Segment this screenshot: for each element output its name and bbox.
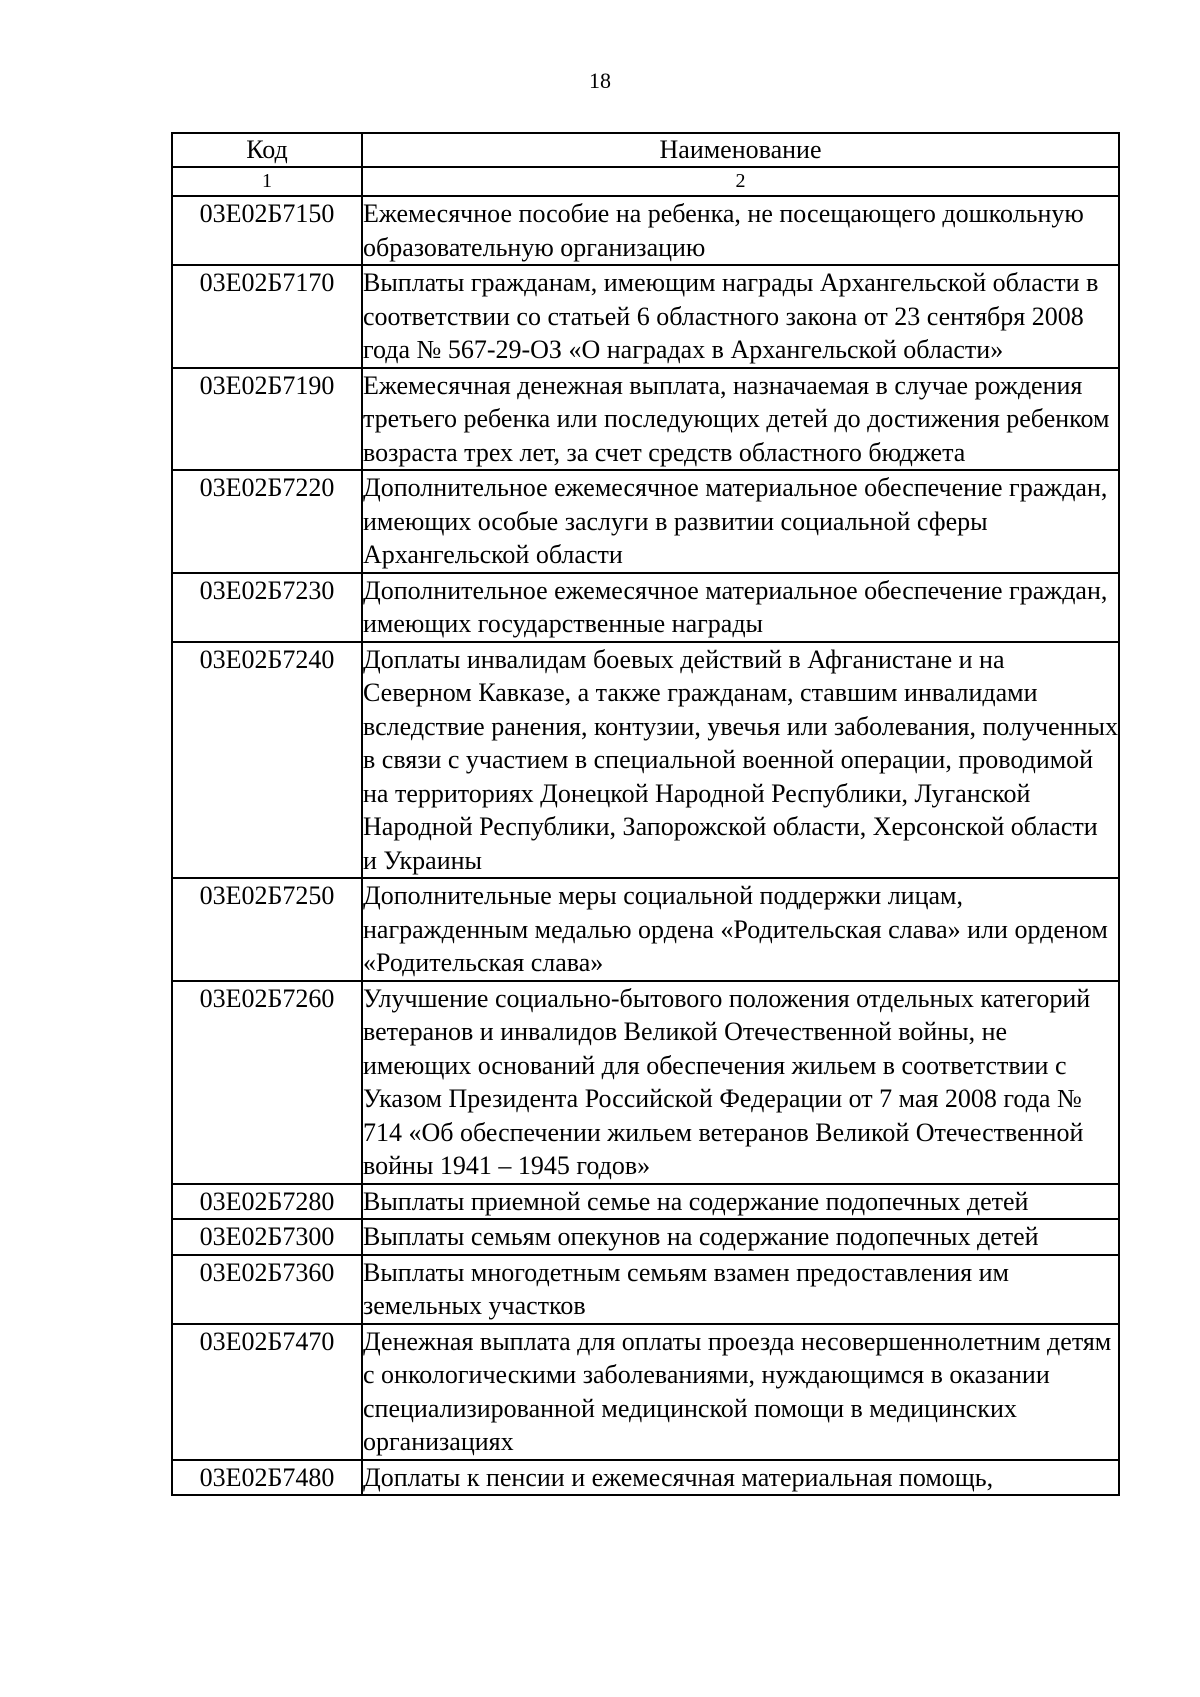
row-code: 03Е02Б7280 (172, 1184, 362, 1220)
row-name: Выплаты приемной семье на содержание подопечных детей (362, 1184, 1119, 1220)
row-name: Денежная выплата для оплаты проезда несовершеннолетним детям с онкологическими заболеваниями, нуждающимся в оказании специализированной медицинской помощи в медицинских организациях (362, 1324, 1119, 1460)
table-row (172, 470, 1119, 573)
table-row (172, 981, 1119, 1184)
row-name: Выплаты многодетным семьям взамен предоставления им земельных участков (362, 1255, 1119, 1324)
row-name: Выплаты гражданам, имеющим награды Архангельской области в соответствии со статьей 6 областного закона от 23 сентября 2008 года № 567-29-ОЗ «О наградах в Архангельской области» (362, 265, 1119, 368)
table-row (172, 642, 1119, 879)
row-code: 03Е02Б7240 (172, 642, 362, 879)
header-code: Код (172, 133, 362, 167)
row-code: 03Е02Б7170 (172, 265, 362, 368)
row-code: 03Е02Б7480 (172, 1460, 362, 1496)
page-number: 18 (589, 68, 611, 93)
table-row (172, 196, 1119, 265)
table-row (172, 1184, 1119, 1220)
row-name: Дополнительные меры социальной поддержки лицам, награжденным медалью ордена «Родительская слава» или орденом «Родительская слава» (362, 878, 1119, 981)
table-row (172, 1255, 1119, 1324)
row-code: 03Е02Б7150 (172, 196, 362, 265)
row-name: Дополнительное ежемесячное материальное обеспечение граждан, имеющих особые заслуги в развитии социальной сферы Архангельской области (362, 470, 1119, 573)
row-name: Доплаты инвалидам боевых действий в Афганистане и на Северном Кавказе, а также гражданам, ставшим инвалидами вследствие ранения, контузии, увечья или заболевания, полученных в связи с участием в специальной военной операции, проводимой на территориях Донецкой Народной Республики, Луганской Народной Республики, Запорожской области, Херсонской области и Украины (362, 642, 1119, 879)
row-name: Доплаты к пенсии и ежемесячная материальная помощь, (362, 1460, 1119, 1496)
table-row (172, 1460, 1119, 1496)
row-code: 03Е02Б7360 (172, 1255, 362, 1324)
row-code: 03Е02Б7230 (172, 573, 362, 642)
column-number-name: 2 (362, 167, 1119, 196)
table-row (172, 878, 1119, 981)
row-name: Ежемесячное пособие на ребенка, не посещающего дошкольную образовательную организацию (362, 196, 1119, 265)
table-row (172, 1219, 1119, 1255)
row-name: Дополнительное ежемесячное материальное обеспечение граждан, имеющих государственные награды (362, 573, 1119, 642)
row-code: 03Е02Б7220 (172, 470, 362, 573)
row-code: 03Е02Б7300 (172, 1219, 362, 1255)
column-numbers-row (172, 167, 1119, 196)
column-number-code: 1 (172, 167, 362, 196)
row-name: Улучшение социально-бытового положения отдельных категорий ветеранов и инвалидов Великой Отечественной войны, не имеющих оснований для обеспечения жильем в соответствии с Указом Президента Российской Федерации от 7 мая 2008 года № 714 «Об обеспечении жильем ветеранов Великой Отечественной войны 1941 – 1945 годов» (362, 981, 1119, 1184)
row-code: 03Е02Б7470 (172, 1324, 362, 1460)
budget-codes-table (171, 132, 1120, 1496)
table-header-row (172, 133, 1119, 167)
table-row (172, 368, 1119, 471)
row-code: 03Е02Б7190 (172, 368, 362, 471)
row-code: 03Е02Б7250 (172, 878, 362, 981)
row-code: 03Е02Б7260 (172, 981, 362, 1184)
table-body (172, 196, 1119, 1495)
row-name: Выплаты семьям опекунов на содержание подопечных детей (362, 1219, 1119, 1255)
table-row (172, 265, 1119, 368)
header-name: Наименование (362, 133, 1119, 167)
row-name: Ежемесячная денежная выплата, назначаемая в случае рождения третьего ребенка или последующих детей до достижения ребенком возраста трех лет, за счет средств областного бюджета (362, 368, 1119, 471)
table-row (172, 573, 1119, 642)
table-row (172, 1324, 1119, 1460)
